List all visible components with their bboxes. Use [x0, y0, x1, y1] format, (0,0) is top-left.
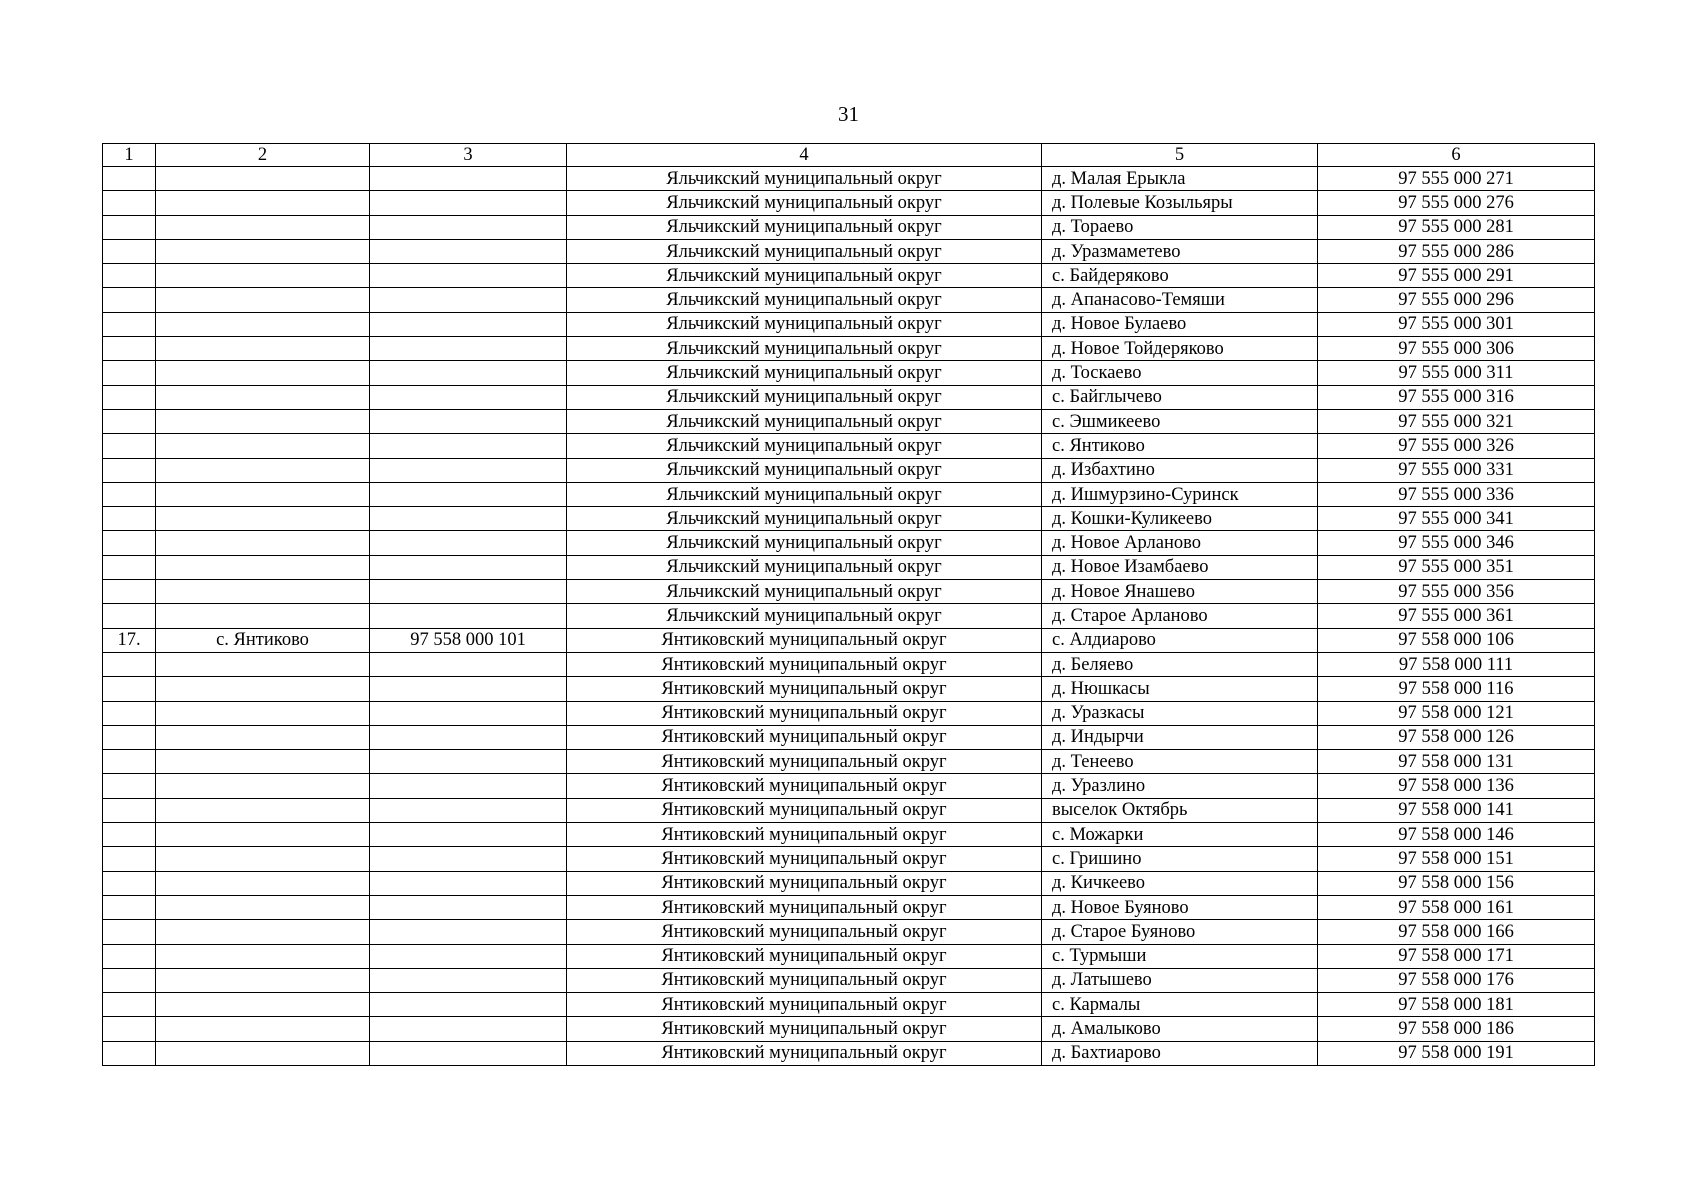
column-header: 1	[103, 144, 156, 167]
table-row	[103, 725, 1595, 749]
settlement-code-cell: 97 558 000 136	[1318, 774, 1595, 798]
settlement-code-cell: 97 558 000 121	[1318, 701, 1595, 725]
row-number-cell	[103, 774, 156, 798]
settlement-code-cell: 97 558 000 151	[1318, 847, 1595, 871]
district-cell: Яльчикский муниципальный округ	[567, 167, 1042, 191]
settlement-cell: с. Байглычево	[1042, 385, 1318, 409]
center-code-cell	[370, 580, 567, 604]
settlement-cell: д. Амалыково	[1042, 1017, 1318, 1041]
center-cell	[156, 312, 370, 336]
district-cell: Янтиковский муниципальный округ	[567, 1017, 1042, 1041]
center-cell	[156, 409, 370, 433]
settlement-cell: д. Индырчи	[1042, 725, 1318, 749]
table-row	[103, 677, 1595, 701]
settlement-code-cell: 97 558 000 146	[1318, 823, 1595, 847]
district-cell: Янтиковский муниципальный округ	[567, 701, 1042, 725]
table-row	[103, 312, 1595, 336]
table-row	[103, 1041, 1595, 1065]
settlement-code-cell: 97 555 000 271	[1318, 167, 1595, 191]
settlement-cell: д. Уразкасы	[1042, 701, 1318, 725]
settlement-cell: д. Тоскаево	[1042, 361, 1318, 385]
row-number-cell	[103, 239, 156, 263]
settlement-code-cell: 97 558 000 116	[1318, 677, 1595, 701]
row-number-cell	[103, 652, 156, 676]
center-code-cell	[370, 895, 567, 919]
settlement-cell: д. Тенеево	[1042, 750, 1318, 774]
table-row	[103, 798, 1595, 822]
center-code-cell	[370, 215, 567, 239]
district-cell: Яльчикский муниципальный округ	[567, 580, 1042, 604]
center-code-cell	[370, 871, 567, 895]
table-row	[103, 434, 1595, 458]
district-cell: Янтиковский муниципальный округ	[567, 652, 1042, 676]
row-number-cell	[103, 871, 156, 895]
page-number: 31	[838, 102, 859, 126]
row-number-cell	[103, 507, 156, 531]
settlement-code-cell: 97 555 000 331	[1318, 458, 1595, 482]
settlement-code-cell: 97 555 000 356	[1318, 580, 1595, 604]
table-row	[103, 337, 1595, 361]
district-cell: Яльчикский муниципальный округ	[567, 288, 1042, 312]
center-cell	[156, 1017, 370, 1041]
row-number-cell	[103, 677, 156, 701]
district-cell: Янтиковский муниципальный округ	[567, 725, 1042, 749]
column-header: 3	[370, 144, 567, 167]
settlement-cell: д. Уразлино	[1042, 774, 1318, 798]
district-cell: Янтиковский муниципальный округ	[567, 677, 1042, 701]
settlement-cell: д. Старое Арланово	[1042, 604, 1318, 628]
table-row	[103, 531, 1595, 555]
settlement-code-cell: 97 555 000 291	[1318, 264, 1595, 288]
center-cell	[156, 750, 370, 774]
row-number-cell	[103, 191, 156, 215]
center-cell	[156, 337, 370, 361]
district-cell: Янтиковский муниципальный округ	[567, 750, 1042, 774]
district-cell: Янтиковский муниципальный округ	[567, 944, 1042, 968]
center-cell	[156, 580, 370, 604]
center-code-cell	[370, 458, 567, 482]
settlement-cell: д. Кичкеево	[1042, 871, 1318, 895]
district-cell: Яльчикский муниципальный округ	[567, 434, 1042, 458]
row-number-cell	[103, 434, 156, 458]
district-cell: Яльчикский муниципальный округ	[567, 531, 1042, 555]
table-row	[103, 701, 1595, 725]
table-row	[103, 409, 1595, 433]
row-number-cell	[103, 458, 156, 482]
table-row	[103, 774, 1595, 798]
settlement-code-cell: 97 555 000 346	[1318, 531, 1595, 555]
settlement-cell: д. Новое Тойдеряково	[1042, 337, 1318, 361]
settlement-cell: д. Кошки-Куликеево	[1042, 507, 1318, 531]
center-code-cell	[370, 944, 567, 968]
settlement-code-cell: 97 558 000 106	[1318, 628, 1595, 652]
row-number-cell	[103, 167, 156, 191]
settlement-code-cell: 97 555 000 361	[1318, 604, 1595, 628]
table-row	[103, 750, 1595, 774]
table-row	[103, 191, 1595, 215]
center-code-cell	[370, 239, 567, 263]
row-number-cell	[103, 580, 156, 604]
center-code-cell	[370, 167, 567, 191]
table-row	[103, 968, 1595, 992]
center-code-cell	[370, 312, 567, 336]
center-cell	[156, 920, 370, 944]
settlement-code-cell: 97 558 000 161	[1318, 895, 1595, 919]
center-code-cell	[370, 264, 567, 288]
settlement-code-cell: 97 555 000 326	[1318, 434, 1595, 458]
center-cell	[156, 677, 370, 701]
column-header: 6	[1318, 144, 1595, 167]
settlement-cell: д. Ишмурзино-Суринск	[1042, 482, 1318, 506]
table-row	[103, 580, 1595, 604]
center-code-cell	[370, 507, 567, 531]
center-cell: с. Янтиково	[156, 628, 370, 652]
table-row	[103, 871, 1595, 895]
settlement-cell: д. Старое Буяново	[1042, 920, 1318, 944]
center-code-cell	[370, 774, 567, 798]
center-cell	[156, 701, 370, 725]
center-cell	[156, 993, 370, 1017]
settlement-code-cell: 97 558 000 171	[1318, 944, 1595, 968]
settlement-code-cell: 97 555 000 321	[1318, 409, 1595, 433]
center-code-cell	[370, 361, 567, 385]
center-code-cell	[370, 409, 567, 433]
center-cell	[156, 944, 370, 968]
center-code-cell	[370, 701, 567, 725]
settlement-cell: с. Алдиарово	[1042, 628, 1318, 652]
row-number-cell	[103, 604, 156, 628]
row-number-cell	[103, 482, 156, 506]
center-cell	[156, 191, 370, 215]
center-code-cell	[370, 993, 567, 1017]
row-number-cell	[103, 531, 156, 555]
settlement-code-cell: 97 555 000 351	[1318, 555, 1595, 579]
district-cell: Яльчикский муниципальный округ	[567, 555, 1042, 579]
center-code-cell	[370, 1017, 567, 1041]
district-cell: Янтиковский муниципальный округ	[567, 895, 1042, 919]
table-row	[103, 361, 1595, 385]
settlement-cell: д. Новое Арланово	[1042, 531, 1318, 555]
district-cell: Янтиковский муниципальный округ	[567, 774, 1042, 798]
district-cell: Янтиковский муниципальный округ	[567, 847, 1042, 871]
row-number-cell	[103, 750, 156, 774]
settlement-cell: д. Бахтиарово	[1042, 1041, 1318, 1065]
table-row	[103, 385, 1595, 409]
row-number-cell	[103, 944, 156, 968]
center-cell	[156, 555, 370, 579]
settlement-code-cell: 97 558 000 176	[1318, 968, 1595, 992]
settlement-code-cell: 97 558 000 141	[1318, 798, 1595, 822]
row-number-cell	[103, 409, 156, 433]
district-cell: Яльчикский муниципальный округ	[567, 361, 1042, 385]
district-cell: Яльчикский муниципальный округ	[567, 337, 1042, 361]
center-cell	[156, 652, 370, 676]
table-row	[103, 555, 1595, 579]
center-cell	[156, 385, 370, 409]
center-code-cell	[370, 750, 567, 774]
table-row	[103, 823, 1595, 847]
district-cell: Яльчикский муниципальный округ	[567, 239, 1042, 263]
center-cell	[156, 434, 370, 458]
table-row	[103, 239, 1595, 263]
settlement-code-cell: 97 555 000 286	[1318, 239, 1595, 263]
row-number-cell	[103, 385, 156, 409]
row-number-cell	[103, 312, 156, 336]
header-row	[103, 144, 1595, 167]
table-row	[103, 215, 1595, 239]
center-cell	[156, 823, 370, 847]
center-cell	[156, 482, 370, 506]
table-row	[103, 167, 1595, 191]
settlement-code-cell: 97 558 000 131	[1318, 750, 1595, 774]
settlement-cell: д. Уразмаметево	[1042, 239, 1318, 263]
center-code-cell	[370, 823, 567, 847]
settlements-table	[102, 143, 1595, 1066]
table-row	[103, 1017, 1595, 1041]
table-row	[103, 920, 1595, 944]
settlement-code-cell: 97 555 000 311	[1318, 361, 1595, 385]
settlement-cell: д. Беляево	[1042, 652, 1318, 676]
settlement-cell: с. Можарки	[1042, 823, 1318, 847]
settlement-code-cell: 97 555 000 341	[1318, 507, 1595, 531]
table-row	[103, 482, 1595, 506]
settlement-code-cell: 97 558 000 181	[1318, 993, 1595, 1017]
row-number-cell	[103, 920, 156, 944]
settlement-code-cell: 97 555 000 281	[1318, 215, 1595, 239]
settlement-code-cell: 97 555 000 296	[1318, 288, 1595, 312]
center-cell	[156, 774, 370, 798]
district-cell: Яльчикский муниципальный округ	[567, 604, 1042, 628]
row-number-cell	[103, 1041, 156, 1065]
row-number-cell	[103, 993, 156, 1017]
district-cell: Яльчикский муниципальный округ	[567, 312, 1042, 336]
table-row	[103, 507, 1595, 531]
center-cell	[156, 361, 370, 385]
center-cell	[156, 725, 370, 749]
center-code-cell	[370, 677, 567, 701]
center-code-cell	[370, 337, 567, 361]
settlement-cell: с. Кармалы	[1042, 993, 1318, 1017]
center-code-cell	[370, 652, 567, 676]
center-cell	[156, 507, 370, 531]
settlement-cell: д. Новое Булаево	[1042, 312, 1318, 336]
column-header: 4	[567, 144, 1042, 167]
center-cell	[156, 531, 370, 555]
district-cell: Янтиковский муниципальный округ	[567, 920, 1042, 944]
district-cell: Яльчикский муниципальный округ	[567, 264, 1042, 288]
center-code-cell	[370, 531, 567, 555]
district-cell: Янтиковский муниципальный округ	[567, 1041, 1042, 1065]
center-cell	[156, 288, 370, 312]
table-row	[103, 652, 1595, 676]
district-cell: Янтиковский муниципальный округ	[567, 628, 1042, 652]
center-cell	[156, 968, 370, 992]
settlement-cell: д. Новое Изамбаево	[1042, 555, 1318, 579]
settlement-cell: с. Эшмикеево	[1042, 409, 1318, 433]
settlement-cell: с. Турмыши	[1042, 944, 1318, 968]
row-number-cell	[103, 555, 156, 579]
center-cell	[156, 895, 370, 919]
row-number-cell	[103, 1017, 156, 1041]
row-number-cell	[103, 823, 156, 847]
center-code-cell	[370, 482, 567, 506]
center-code-cell	[370, 920, 567, 944]
settlement-cell: д. Тораево	[1042, 215, 1318, 239]
center-code-cell	[370, 604, 567, 628]
settlement-cell: д. Новое Буяново	[1042, 895, 1318, 919]
column-header: 5	[1042, 144, 1318, 167]
settlement-code-cell: 97 555 000 276	[1318, 191, 1595, 215]
center-code-cell: 97 558 000 101	[370, 628, 567, 652]
table-header	[103, 144, 1595, 167]
table-row	[103, 604, 1595, 628]
settlement-code-cell: 97 555 000 316	[1318, 385, 1595, 409]
settlement-cell: д. Избахтино	[1042, 458, 1318, 482]
district-cell: Яльчикский муниципальный округ	[567, 215, 1042, 239]
table-row	[103, 944, 1595, 968]
district-cell: Яльчикский муниципальный округ	[567, 191, 1042, 215]
settlement-cell: с. Янтиково	[1042, 434, 1318, 458]
center-code-cell	[370, 434, 567, 458]
center-cell	[156, 798, 370, 822]
table-row	[103, 288, 1595, 312]
row-number-cell	[103, 798, 156, 822]
settlement-code-cell: 97 558 000 186	[1318, 1017, 1595, 1041]
settlement-code-cell: 97 558 000 191	[1318, 1041, 1595, 1065]
center-cell	[156, 167, 370, 191]
table-row	[103, 847, 1595, 871]
district-cell: Яльчикский муниципальный округ	[567, 482, 1042, 506]
settlement-cell: д. Латышево	[1042, 968, 1318, 992]
center-code-cell	[370, 1041, 567, 1065]
table-row	[103, 628, 1595, 652]
center-cell	[156, 871, 370, 895]
row-number-cell	[103, 288, 156, 312]
settlement-cell: д. Апанасово-Темяши	[1042, 288, 1318, 312]
center-cell	[156, 1041, 370, 1065]
center-cell	[156, 215, 370, 239]
row-number-cell	[103, 701, 156, 725]
settlement-code-cell: 97 555 000 306	[1318, 337, 1595, 361]
row-number-cell: 17.	[103, 628, 156, 652]
district-cell: Янтиковский муниципальный округ	[567, 993, 1042, 1017]
row-number-cell	[103, 968, 156, 992]
row-number-cell	[103, 725, 156, 749]
district-cell: Янтиковский муниципальный округ	[567, 871, 1042, 895]
settlement-code-cell: 97 555 000 301	[1318, 312, 1595, 336]
settlement-cell: д. Полевые Козыльяры	[1042, 191, 1318, 215]
row-number-cell	[103, 215, 156, 239]
district-cell: Янтиковский муниципальный округ	[567, 968, 1042, 992]
settlement-cell: д. Новое Янашево	[1042, 580, 1318, 604]
center-code-cell	[370, 725, 567, 749]
column-header: 2	[156, 144, 370, 167]
center-code-cell	[370, 798, 567, 822]
row-number-cell	[103, 847, 156, 871]
center-code-cell	[370, 847, 567, 871]
settlement-code-cell: 97 558 000 126	[1318, 725, 1595, 749]
row-number-cell	[103, 361, 156, 385]
district-cell: Яльчикский муниципальный округ	[567, 409, 1042, 433]
settlement-cell: д. Малая Ерыкла	[1042, 167, 1318, 191]
center-cell	[156, 847, 370, 871]
center-code-cell	[370, 385, 567, 409]
table-body	[103, 167, 1595, 1066]
center-cell	[156, 604, 370, 628]
center-code-cell	[370, 288, 567, 312]
settlement-cell: с. Гришино	[1042, 847, 1318, 871]
center-code-cell	[370, 968, 567, 992]
settlement-code-cell: 97 558 000 111	[1318, 652, 1595, 676]
row-number-cell	[103, 337, 156, 361]
table-row	[103, 895, 1595, 919]
settlement-cell: с. Байдеряково	[1042, 264, 1318, 288]
row-number-cell	[103, 264, 156, 288]
district-cell: Янтиковский муниципальный округ	[567, 798, 1042, 822]
settlement-code-cell: 97 558 000 166	[1318, 920, 1595, 944]
row-number-cell	[103, 895, 156, 919]
table-row	[103, 993, 1595, 1017]
center-cell	[156, 264, 370, 288]
settlement-cell: д. Нюшкасы	[1042, 677, 1318, 701]
district-cell: Яльчикский муниципальный округ	[567, 385, 1042, 409]
center-cell	[156, 239, 370, 263]
district-cell: Яльчикский муниципальный округ	[567, 507, 1042, 531]
center-code-cell	[370, 191, 567, 215]
table-row	[103, 264, 1595, 288]
center-cell	[156, 458, 370, 482]
center-code-cell	[370, 555, 567, 579]
district-cell: Янтиковский муниципальный округ	[567, 823, 1042, 847]
district-cell: Яльчикский муниципальный округ	[567, 458, 1042, 482]
settlement-code-cell: 97 555 000 336	[1318, 482, 1595, 506]
settlement-code-cell: 97 558 000 156	[1318, 871, 1595, 895]
settlement-cell: выселок Октябрь	[1042, 798, 1318, 822]
table-row	[103, 458, 1595, 482]
